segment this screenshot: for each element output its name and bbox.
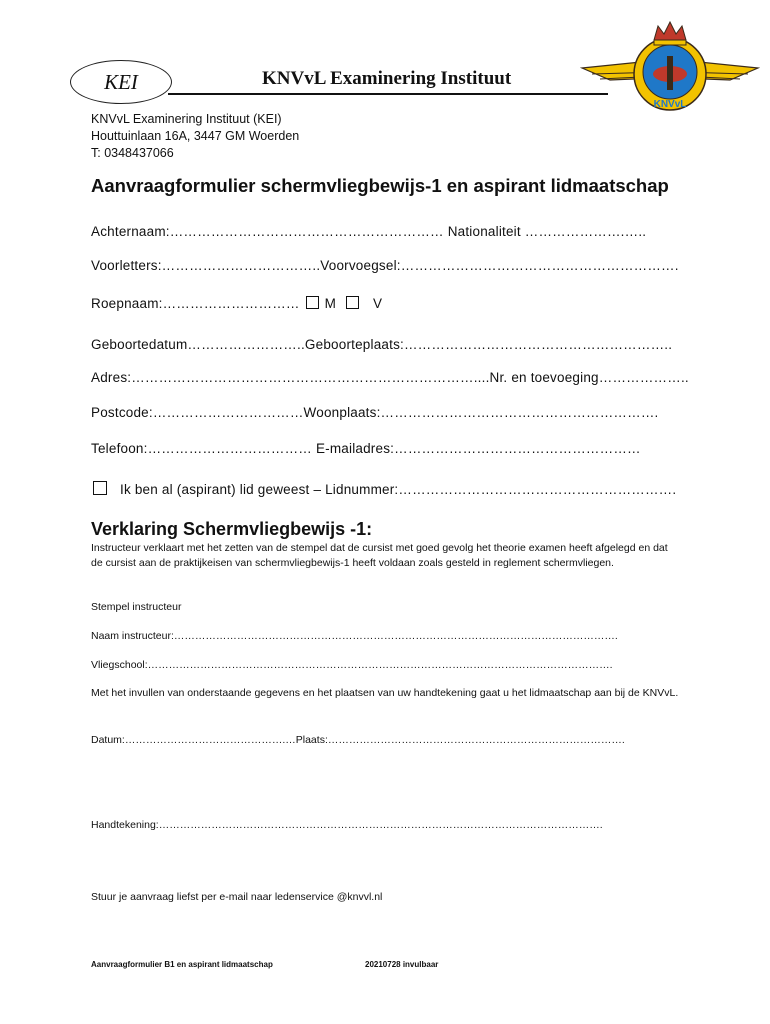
field-achternaam[interactable]: Achternaam:…………………………………………………… Nationaliteit ………………….….. bbox=[91, 224, 647, 239]
footer-form-name: Aanvraagformulier B1 en aspirant lidmaatschap bbox=[91, 960, 273, 969]
email-note: Stuur je aanvraag liefst per e-mail naar ledenservice @knvvl.nl bbox=[91, 891, 383, 903]
logo-text: KNVvL bbox=[653, 99, 687, 110]
checkbox-gender-v[interactable] bbox=[346, 296, 359, 309]
header-rule bbox=[168, 93, 608, 95]
field-naam-instructeur[interactable]: Naam instructeur:………………………………………………………………………………………………………………. bbox=[91, 630, 618, 642]
field-roepnaam[interactable]: Roepnaam:………………………… bbox=[91, 296, 300, 311]
field-geboortedatum[interactable]: Geboortedatum……………………..Geboorteplaats:………………………………………………….. bbox=[91, 337, 673, 352]
label-gender-v: V bbox=[372, 296, 383, 311]
kei-logo-text: KEI bbox=[104, 69, 138, 94]
field-datum-plaats[interactable]: Datum:……………………………………….…Plaats:…………………………………………………………………………. bbox=[91, 734, 625, 746]
header-title: KNVvL Examinering Instituut bbox=[262, 68, 512, 89]
field-voorletters[interactable]: Voorletters:……………………………..Voorvoegsel:……………………………………………………. bbox=[91, 258, 679, 273]
lidmaatschap-text: Met het invullen van onderstaande gegevens en het plaatsen van uw handtekening gaat u het lidmaatschap aan bij de KNVvL. bbox=[91, 687, 679, 699]
field-vliegschool[interactable]: Vliegschool:……………………………………………………………………………………………………………………. bbox=[91, 659, 613, 671]
crown-icon bbox=[654, 22, 686, 45]
field-lidnummer[interactable]: Ik ben al (aspirant) lid geweest – Lidnummer:……………………………………………………. bbox=[120, 482, 677, 497]
kei-logo bbox=[70, 60, 172, 104]
form-title: Aanvraagformulier schermvliegbewijs-1 en aspirant lidmaatschap bbox=[91, 175, 669, 196]
verklaring-title: Verklaring Schermvliegbewijs -1: bbox=[91, 519, 373, 539]
verklaring-text: Instructeur verklaart met het zetten van de stempel dat de cursist met goed gevolg het theorie examen heeft afgelegd en dat de cursist aan de praktijkeisen van schermvliegbewijs-1 heeft voldaan zoals gesteld in reglement schermvliegen. bbox=[91, 542, 668, 569]
footer-version: 20210728 invulbaar bbox=[365, 960, 439, 969]
checkbox-lid-geweest[interactable] bbox=[93, 481, 107, 495]
address-line-2: Houttuinlaan 16A, 3447 GM Woerden bbox=[91, 129, 300, 143]
field-telefoon[interactable]: Telefoon:……………………………… E-mailadres:……………………………………………… bbox=[91, 441, 641, 456]
field-adres[interactable]: Adres:…………………………………………………………………....Nr. en toevoeging……………….. bbox=[91, 370, 689, 385]
field-postcode[interactable]: Postcode:……………………………Woonplaats:……………………………………………………. bbox=[91, 405, 659, 420]
label-gender-m: M bbox=[324, 296, 337, 311]
checkbox-gender-m[interactable] bbox=[306, 296, 319, 309]
field-roepnaam-row bbox=[91, 296, 382, 311]
knvvl-emblem-logo bbox=[580, 16, 760, 116]
field-handtekening[interactable]: Handtekening:………………………………………………………………………………………………………………. bbox=[91, 819, 603, 831]
address-phone: T: 0348437066 bbox=[91, 146, 174, 160]
stempel-label: Stempel instructeur bbox=[91, 601, 182, 613]
address-line-1: KNVvL Examinering Instituut (KEI) bbox=[91, 112, 282, 126]
